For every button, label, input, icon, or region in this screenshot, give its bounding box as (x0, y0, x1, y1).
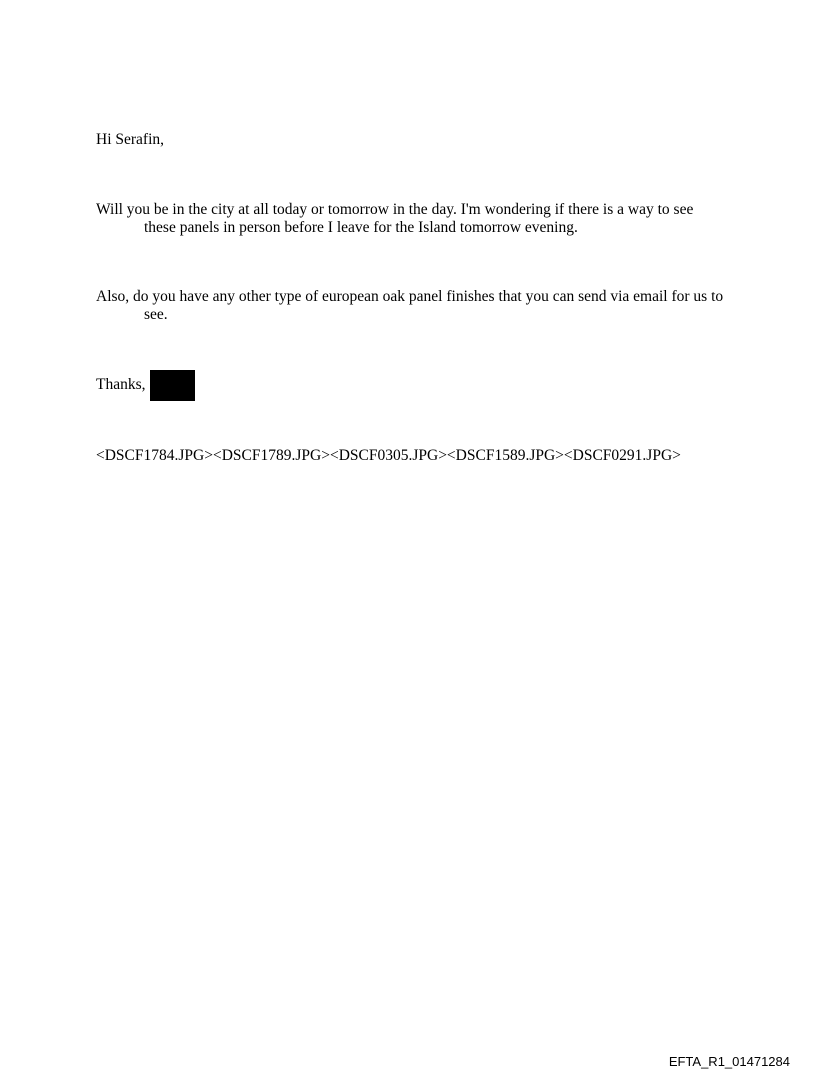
email-greeting: Hi Serafin, (96, 131, 165, 148)
email-signoff-line (96, 370, 724, 401)
document-id: EFTA_R1_01471284 (668, 1054, 790, 1069)
email-paragraph-2: Also, do you have any other type of european oak panel finishes that you can send via email for us to see. (96, 288, 724, 323)
email-signoff: Thanks, (96, 376, 146, 393)
email-paragraph-1: Will you be in the city at all today or tomorrow in the day. I'm wondering if there is a way to see these panels in person before I leave for the Island tomorrow evening. (96, 201, 694, 236)
email-attachments: <DSCF1784.JPG><DSCF1789.JPG><DSCF0305.JPG><DSCF1589.JPG><DSCF0291.JPG> (96, 447, 681, 464)
redaction-box (150, 370, 195, 401)
